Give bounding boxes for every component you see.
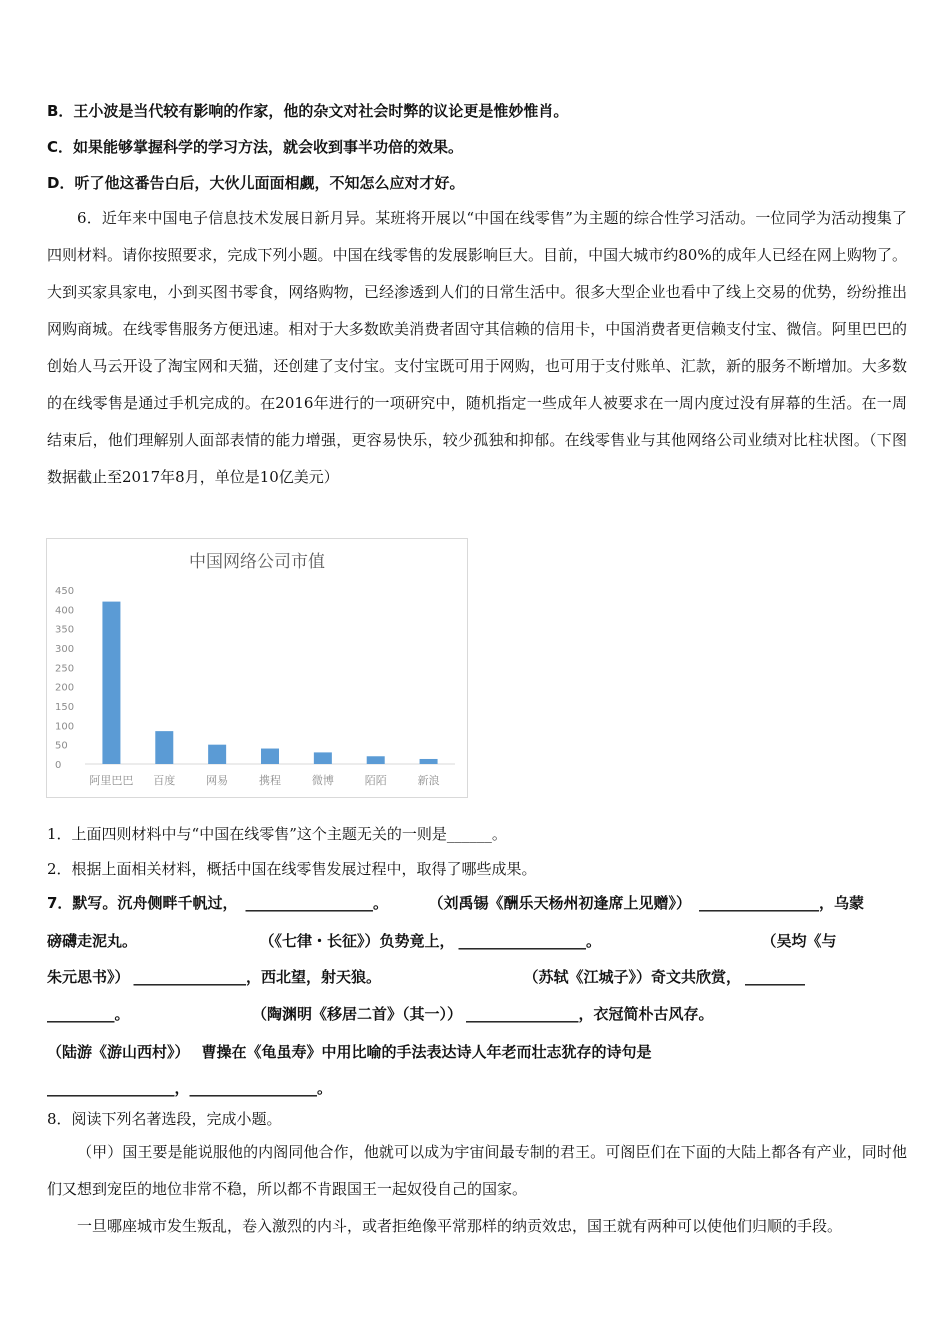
blank-2: ________________，乌蒙 [698, 894, 864, 912]
blank-3: _________________。 [458, 932, 602, 950]
y-tick-label: 100 [55, 721, 75, 733]
q7-l2d: （吴均《与 [769, 932, 837, 950]
x-tick-label: 百度 [153, 774, 176, 787]
y-tick-label: 250 [55, 663, 75, 675]
y-tick-label: 400 [55, 605, 75, 617]
sub-question-2: 2．根据上面相关材料，概括中国在线零售发展过程中，取得了哪些成果。 [47, 860, 537, 878]
x-tick-label: 新浪 [417, 774, 440, 787]
bar-1 [155, 731, 173, 764]
option-d: D．听了他这番告白后，大伙儿面面相觑，不知怎么应对才好。 [47, 174, 465, 192]
q7-l5a: （陆游《游山西村》） [47, 1043, 190, 1061]
q7-line-2 [47, 931, 837, 951]
q7-l5b: 曹操在《龟虽寿》中用比喻的手法表达诗人年老而壮志犹存的诗句是 [201, 1043, 652, 1061]
q7-line-4 [47, 1004, 714, 1024]
q8-p1: （甲）国王要是能说服他的内阁同他合作，他就可以成为宇宙间最专制的君王。可阁臣们在下面的大陆上都各有产业，同时他们又想到宠臣的地位非常不稳，所以都不肯跟国王一起奴役自己的国家。 [47, 1143, 907, 1198]
q7-line-3 [47, 967, 805, 987]
y-tick-label: 50 [55, 740, 68, 752]
question-6-text [47, 200, 907, 496]
y-tick-label: 200 [55, 682, 75, 694]
q7-l1a: 7．默写。沉舟侧畔千帆过， [47, 894, 238, 912]
q7-l3c: （苏轼《江城子》）奇文共欣赏， [531, 968, 742, 986]
q7-l1c: （刘禹锡《酬乐天杨州初逢席上见赠》） [435, 894, 691, 912]
blank-6: _______________，衣冠简朴古风存。 [466, 1005, 714, 1023]
bar-2 [208, 745, 226, 764]
x-tick-label: 陌陌 [364, 774, 387, 787]
x-tick-label: 携程 [259, 774, 281, 787]
blank-1: _________________。 [245, 894, 388, 912]
bar-chart [46, 538, 468, 798]
chart-svg [47, 539, 467, 797]
bar-4 [314, 752, 332, 764]
x-tick-label: 网易 [206, 774, 229, 787]
q8-paragraph-2 [47, 1208, 907, 1245]
q8-p2: 一旦哪座城市发生叛乱，卷入激烈的内斗，或者拒绝像平常那样的纳贡效忠，国王就有两种可以使他们归顺的手段。 [77, 1217, 843, 1235]
bar-6 [420, 759, 438, 764]
bar-5 [367, 756, 385, 764]
blank-5-cont: _________。 [47, 1005, 130, 1023]
q7-l2a: 磅礴走泥丸。 [47, 932, 138, 950]
q8-paragraph-1 [47, 1134, 907, 1208]
chart-title: 中国网络公司市值 [189, 552, 325, 572]
y-tick-label: 0 [55, 760, 62, 771]
q7-line-1 [47, 893, 864, 913]
y-tick-label: 300 [55, 644, 75, 655]
question-6-body: 6．近年来中国电子信息技术发展日新月异。某班将开展以“中国在线零售”为主题的综合性学习活动。一位同学为活动搜集了四则材料。请你按照要求，完成下列小题。中国在线零售的发展影响巨大。目前，中国大城市约80%的成年人已经在网上购物了。大到买家具家电，小到买图书零食，网络购物，已经渗透到人们的日常生活中。很多大型企业也看中了线上交易的优势，纷纷推出网购商城。在线零售服务方便迅速。相对于大多数欧美消费者固守其信赖的信用卡，中国消费者更信赖支付宝、微信。阿里巴巴的创始人马云开设了淘宝网和天猫，还创建了支付宝。支付宝既可用于网购，也可用于支付账单、汇款，新的服务不断增加。大多数的在线零售是通过手机完成的。在2016年进行的一项研究中，随机指定一些成年人被要求在一周内度过没有屏幕的生活。在一周结束后，他们理解别人面部表情的能力增强，更容易快乐，较少孤独和抑郁。在线零售业与其他网络公司业绩对比柱状图。（下图数据截止至2017年8月，单位是10亿美元） [47, 209, 907, 486]
option-b: B．王小波是当代较有影响的作家，他的杂文对社会时弊的议论更是惟妙惟肖。 [47, 102, 569, 120]
question-8-title: 8．阅读下列名著选段，完成小题。 [47, 1110, 282, 1128]
x-tick-label: 阿里巴巴 [89, 774, 134, 787]
option-c: C．如果能够掌握科学的学习方法，就会收到事半功倍的效果。 [47, 138, 464, 156]
q7-line-6 [47, 1078, 332, 1098]
x-tick-label: 微博 [311, 774, 334, 787]
q7-l3a: 朱元思书》） [47, 968, 130, 986]
sub-question-1: 1．上面四则材料中与“中国在线零售”这个主题无关的一则是______。 [47, 825, 507, 843]
q7-l2b: （《七律・长征》）负势竟上， [267, 932, 455, 950]
blank-7-8: _________________，_________________。 [47, 1079, 333, 1097]
q7-l4b: （陶渊明《移居二首》（其一）） [259, 1005, 463, 1023]
y-tick-label: 150 [55, 702, 75, 713]
q7-line-5 [47, 1042, 652, 1062]
y-tick-label: 450 [55, 586, 75, 597]
bar-3 [261, 749, 279, 764]
y-tick-label: 350 [55, 624, 75, 636]
blank-4: _______________，西北望，射天狼。 [133, 968, 382, 986]
bar-0 [102, 602, 120, 764]
blank-5: ________ [745, 968, 806, 986]
